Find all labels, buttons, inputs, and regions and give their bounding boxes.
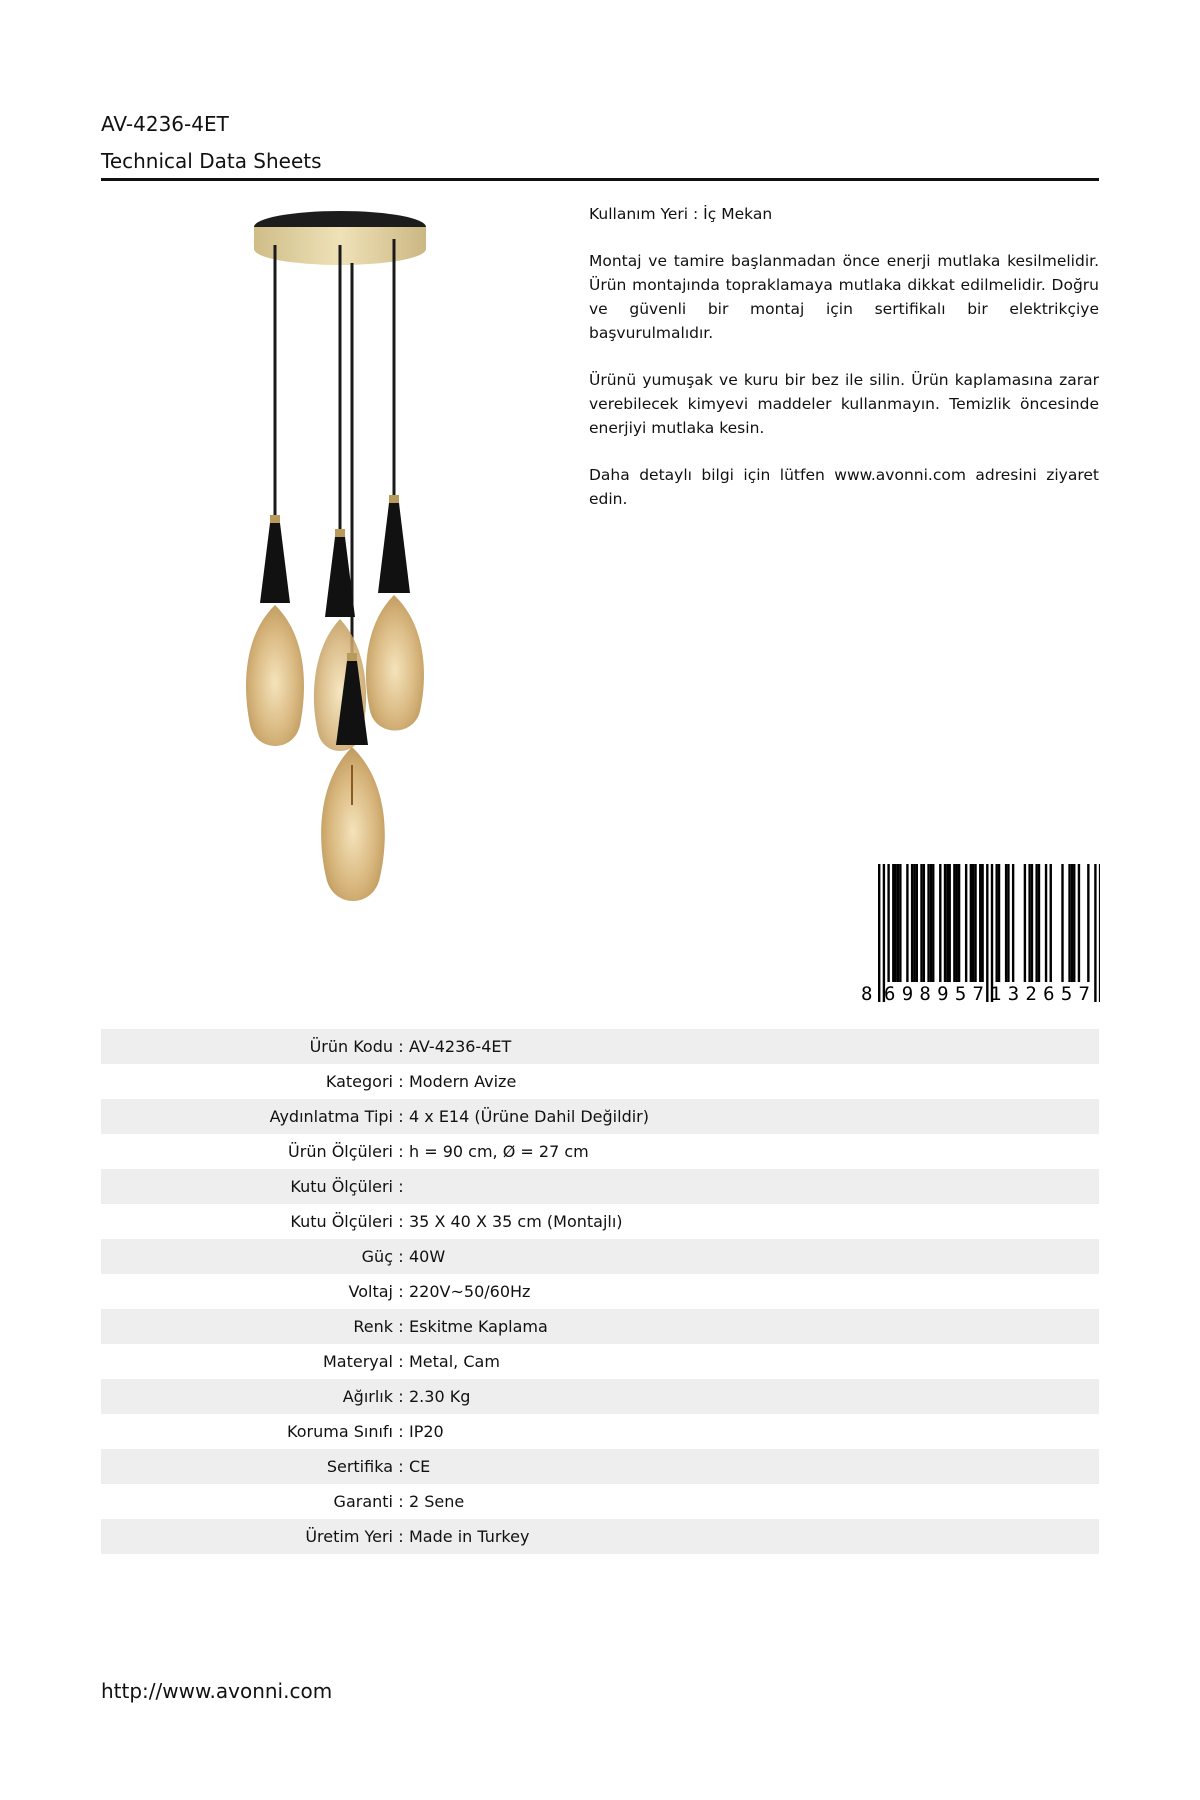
barcode-bar (911, 864, 913, 982)
spec-value: CE (409, 1457, 431, 1476)
product-photo (220, 205, 560, 925)
spec-value: 2 Sene (409, 1492, 465, 1511)
spec-separator: : (398, 1247, 404, 1266)
spec-label: Ürün Kodu (309, 1037, 393, 1056)
spec-value: 4 x E14 (Ürüne Dahil Değildir) (409, 1107, 649, 1126)
barcode-bar (958, 864, 960, 982)
barcode-bar (970, 864, 972, 982)
barcode-bar (894, 864, 896, 982)
spec-value: Metal, Cam (409, 1352, 500, 1371)
installation-warning: Montaj ve tamire başlanmadan önce enerji mutlaka kesilmelidir. Ürün montajında topraklamaya mutlaka dikkat edilmelidir. Doğru ve güvenli bir montaj için sertifikalı bir elektrikçiye başvurulmalıdır. (589, 252, 1099, 342)
barcode-bar (939, 864, 941, 982)
barcode-right-digits: 132657 (990, 983, 1090, 1004)
spec-separator: : (398, 1527, 404, 1546)
spec-separator: : (398, 1142, 404, 1161)
barcode-bar (906, 864, 908, 982)
barcode-bar (1012, 864, 1014, 982)
spec-label: Renk (353, 1317, 393, 1336)
barcode-bars (878, 864, 1100, 1002)
spec-value: h = 90 cm, Ø = 27 cm (409, 1142, 589, 1161)
document-subtitle: Technical Data Sheets (101, 149, 322, 173)
spec-table (101, 1029, 1099, 1554)
spec-label: Garanti (333, 1492, 393, 1511)
spec-label: Güç (361, 1247, 393, 1266)
barcode-bar (913, 864, 915, 982)
spec-value: 35 X 40 X 35 cm (Montajlı) (409, 1212, 623, 1231)
barcode-bar (946, 864, 948, 982)
barcode (858, 864, 1100, 1004)
barcode-bar (923, 864, 925, 982)
barcode-bar (883, 864, 885, 1002)
spec-separator: : (398, 1107, 404, 1126)
spec-value: Eskitme Kaplama (409, 1317, 548, 1336)
spec-row (101, 1204, 1099, 1239)
spec-label: Koruma Sınıfı (287, 1422, 393, 1441)
spec-separator: : (398, 1457, 404, 1476)
spec-value: 2.30 Kg (409, 1387, 471, 1406)
barcode-bar (897, 864, 899, 982)
spec-label: Kutu Ölçüleri (290, 1212, 393, 1231)
usage-location: Kullanım Yeri : İç Mekan (589, 205, 773, 223)
product-code-title: AV-4236-4ET (101, 112, 229, 136)
spec-row (101, 1274, 1099, 1309)
spec-label: Ürün Ölçüleri (288, 1142, 393, 1161)
barcode-bar (1087, 864, 1089, 982)
usage-info (589, 202, 1099, 534)
barcode-bar (892, 864, 894, 982)
spec-label: Voltaj (348, 1282, 393, 1301)
barcode-bar (878, 864, 880, 1002)
spec-row (101, 1169, 1099, 1204)
spec-row (101, 1099, 1099, 1134)
barcode-first-digit: 8 (861, 983, 873, 1004)
barcode-bar (1071, 864, 1073, 982)
spec-separator: : (398, 1492, 404, 1511)
barcode-bar (1005, 864, 1007, 982)
barcode-bar (1073, 864, 1075, 982)
barcode-bar (1045, 864, 1047, 982)
cleaning-instructions: Ürünü yumuşak ve kuru bir bez ile silin. Ürün kaplamasına zarar verebilecek kimyevi maddeler kullanmayın. Temizlik öncesinde enerjiyi mutlaka kesin. (589, 371, 1099, 437)
barcode-bar (1094, 864, 1096, 1002)
spec-separator: : (398, 1072, 404, 1091)
spec-value: AV-4236-4ET (409, 1037, 512, 1056)
header-divider (101, 178, 1099, 181)
barcode-bar (930, 864, 932, 982)
spec-label: Kutu Ölçüleri (290, 1177, 393, 1196)
spec-separator: : (398, 1037, 404, 1056)
barcode-bar (932, 864, 934, 982)
barcode-bar (996, 864, 998, 982)
barcode-bar (1068, 864, 1070, 982)
spec-value: 220V~50/60Hz (409, 1282, 531, 1301)
spec-row (101, 1344, 1099, 1379)
barcode-bar (1078, 864, 1080, 982)
barcode-bar (1024, 864, 1026, 982)
barcode-bar (979, 864, 981, 982)
barcode-bar (991, 864, 993, 1002)
barcode-bar (1028, 864, 1030, 982)
spec-label: Ağırlık (342, 1387, 393, 1406)
barcode-bar (916, 864, 918, 982)
barcode-bar (1099, 864, 1100, 1002)
barcode-bar (1050, 864, 1052, 982)
spec-separator: : (398, 1422, 404, 1441)
barcode-bar (965, 864, 967, 982)
spec-separator: : (398, 1317, 404, 1336)
spec-value: IP20 (409, 1422, 444, 1441)
spec-separator: : (398, 1387, 404, 1406)
spec-value: 40W (409, 1247, 446, 1266)
spec-separator: : (398, 1282, 404, 1301)
barcode-bar (998, 864, 1000, 982)
spec-row (101, 1414, 1099, 1449)
spec-value: Made in Turkey (409, 1527, 530, 1546)
spec-row (101, 1029, 1099, 1064)
barcode-bar (1038, 864, 1040, 982)
spec-label: Materyal (322, 1352, 393, 1371)
spec-value: Modern Avize (409, 1072, 517, 1091)
spec-row (101, 1239, 1099, 1274)
barcode-bar (974, 864, 976, 982)
spec-row (101, 1064, 1099, 1099)
barcode-bar (1061, 864, 1063, 982)
spec-label: Aydınlatma Tipi (269, 1107, 393, 1126)
barcode-bar (927, 864, 929, 982)
barcode-left-digits: 698957 (884, 983, 984, 1004)
spec-row (101, 1134, 1099, 1169)
spec-row (101, 1309, 1099, 1344)
spec-separator: : (398, 1212, 404, 1231)
footer-url[interactable]: http://www.avonni.com (101, 1679, 333, 1703)
barcode-bar (899, 864, 901, 982)
spec-row (101, 1379, 1099, 1414)
barcode-bar (953, 864, 955, 982)
spec-label: Sertifika (326, 1457, 393, 1476)
barcode-bar (920, 864, 922, 982)
barcode-bar (887, 864, 889, 982)
spec-separator: : (398, 1352, 404, 1371)
barcode-bar (956, 864, 958, 982)
barcode-bar (944, 864, 946, 982)
spec-row (101, 1484, 1099, 1519)
website-info: Daha detaylı bilgi için lütfen www.avonni.com adresini ziyaret edin. (589, 466, 1099, 508)
barcode-bar (986, 864, 988, 1002)
spec-row (101, 1449, 1099, 1484)
spec-row (101, 1519, 1099, 1554)
barcode-bar (1035, 864, 1037, 982)
barcode-bar (1031, 864, 1033, 982)
barcode-bar (1007, 864, 1009, 982)
barcode-bar (981, 864, 983, 982)
barcode-bar (949, 864, 951, 982)
spec-separator: : (398, 1177, 404, 1196)
spec-label: Kategori (325, 1072, 393, 1091)
spec-label: Üretim Yeri (305, 1527, 393, 1546)
barcode-bar (972, 864, 974, 982)
